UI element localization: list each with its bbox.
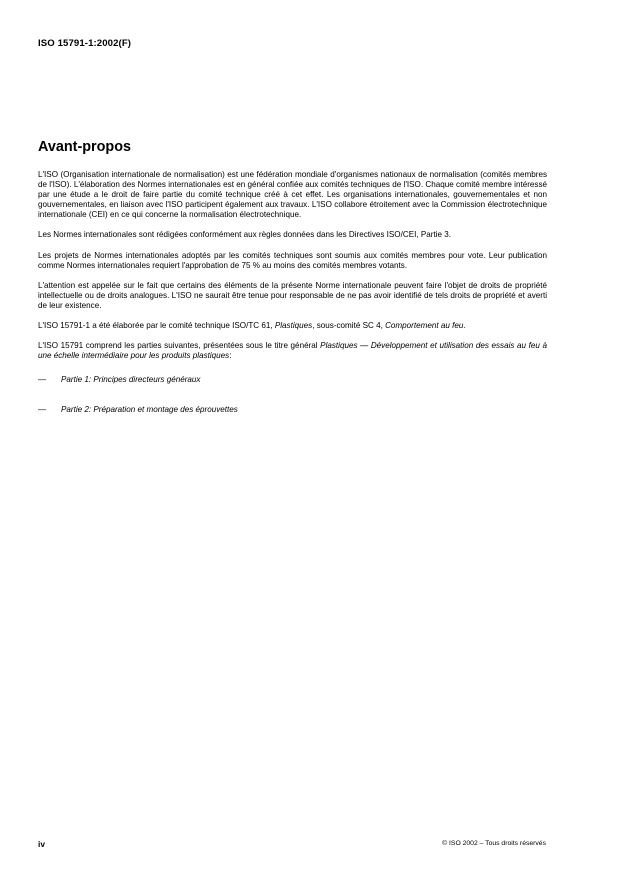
document-id: ISO 15791-1:2002(F) [38, 38, 132, 49]
subcommittee-name: Comportement au feu [385, 321, 464, 331]
parts-intro-text-2: : [229, 351, 232, 361]
committee-text-3: . [463, 321, 466, 331]
page-number: iv [38, 839, 45, 849]
committee-text-2: , sous-comité SC 4, [312, 321, 386, 331]
general-title: Plastiques — Développement et utilisation des essais au feu à une échelle intermédiaire pour les produits plastiques [38, 341, 547, 361]
paragraph-parts-intro [38, 341, 547, 361]
list-item [38, 375, 547, 385]
paragraph-drafting-rules: Les Normes internationales sont rédigées conformément aux règles données dans les Directives ISO/CEI, Partie 3. [38, 230, 451, 240]
list-item [38, 405, 547, 415]
paragraph-iso-organisation: L'ISO (Organisation internationale de normalisation) est une fédération mondiale d'organismes nationaux de normalisation (comités membres de l'ISO). L'élaboration des Normes internationales est en général confiée aux comités techniques de l'ISO. Chaque comité membre intéressé par une étude a le droit de faire partie du comité technique créé à cet effet. Les organisations internationales, gouvernementales et non gouvernementales, en liaison avec l'ISO participent également aux travaux. L'ISO collabore étroitement avec la Commission électrotechnique internationale (CEI) en ce qui concerne la normalisation électrotechnique. [38, 170, 547, 220]
copyright-notice: © ISO 2002 – Tous droits réservés [442, 840, 546, 847]
list-dash: — [38, 375, 47, 385]
paragraph-voting: Les projets de Normes internationales adoptés par les comités techniques sont soumis aux comités membres pour vote. Leur publication comme Normes internationales requiert l'approbation de 75 % au moins des comités membres votants. [38, 250, 547, 270]
page-title: Avant-propos [38, 139, 132, 155]
parts-list [38, 375, 547, 415]
list-dash: — [38, 405, 47, 415]
paragraph-committee [38, 321, 547, 331]
list-item-label: Partie 2: Préparation et montage des éprouvettes [61, 405, 238, 415]
foreword-body [38, 170, 547, 436]
committee-name: Plastiques [274, 321, 313, 331]
parts-intro-text-1: L'ISO 15791 comprend les parties suivantes, présentées sous le titre général [38, 341, 321, 351]
list-item-label: Partie 1: Principes directeurs généraux [61, 375, 201, 385]
paragraph-patent-rights: L'attention est appelée sur le fait que certains des éléments de la présente Norme internationale peuvent faire l'objet de droits de propriété intellectuelle ou de droits analogues. L'ISO ne saurait être tenue pour responsable de ne pas avoir identifié de tels droits de propriété et averti de leur existence. [38, 280, 547, 310]
committee-text-1: L'ISO 15791-1 a été élaborée par le comité technique ISO/TC 61, [38, 321, 275, 331]
